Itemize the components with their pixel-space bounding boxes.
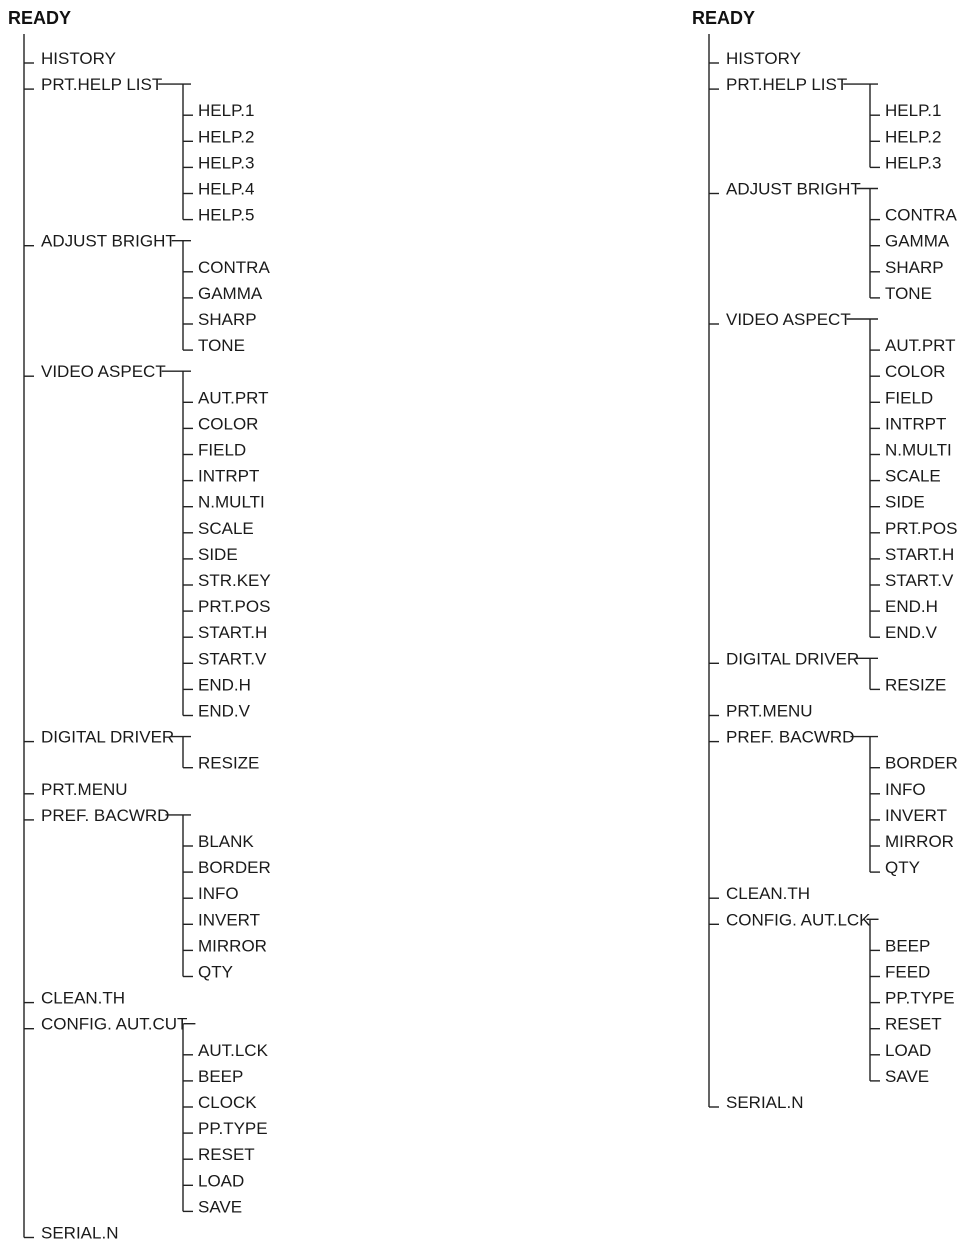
submenu-item-label: MIRROR xyxy=(198,936,267,956)
menu-item-label: DIGITAL DRIVER xyxy=(726,649,860,669)
submenu-item-label: START.V xyxy=(885,571,954,590)
submenu-item-label: RESET xyxy=(885,1014,942,1034)
submenu-item-label: COLOR xyxy=(885,362,946,382)
menu-item-label: PRT.MENU xyxy=(41,779,128,799)
submenu-item-label: LOAD xyxy=(198,1171,245,1191)
submenu-item-label: BLANK xyxy=(198,832,254,851)
submenu-item-label: HELP.1 xyxy=(198,101,255,121)
menu-item-label: HISTORY xyxy=(41,49,116,68)
submenu-item-label: N.MULTI xyxy=(198,492,265,512)
submenu-item-label: PRT.POS xyxy=(885,518,958,538)
submenu-item-label: SHARP xyxy=(885,257,944,277)
menu-item-label: PRT.MENU xyxy=(726,701,813,721)
menu-item-label: ADJUST BRIGHT xyxy=(726,179,861,199)
submenu-item-label: INFO xyxy=(198,884,239,904)
submenu-item-label: SIDE xyxy=(885,492,925,512)
submenu-item-label: SIDE xyxy=(198,544,238,564)
menu-item-label: ADJUST BRIGHT xyxy=(41,231,176,251)
submenu-item-label: SCALE xyxy=(885,466,941,486)
submenu-item-label: END.H xyxy=(885,597,938,617)
submenu-item-label: HELP.2 xyxy=(885,127,942,147)
submenu-item-label: BEEP xyxy=(198,1066,244,1086)
submenu-item-label: RESET xyxy=(198,1145,255,1165)
submenu-item-label: END.V xyxy=(885,623,937,643)
submenu-item-label: SHARP xyxy=(198,310,257,329)
menu-item-label: PRT.HELP LIST xyxy=(41,75,163,95)
submenu-item-label: AUT.LCK xyxy=(198,1040,268,1060)
submenu-item-label: HELP.5 xyxy=(198,205,255,225)
submenu-item-label: START.H xyxy=(198,623,268,643)
menu-tree-1 xyxy=(8,8,271,1243)
submenu-item-label: CONTRA xyxy=(885,205,957,225)
tree-root-label: READY xyxy=(8,8,72,28)
submenu-item-label: PP.TYPE xyxy=(198,1119,268,1139)
submenu-item-label: FIELD xyxy=(885,388,934,408)
menu-item-label: PREF. BACWRD xyxy=(41,805,170,825)
submenu-item-label: RESIZE xyxy=(885,675,947,695)
menu-item-label: PREF. BACWRD xyxy=(726,727,855,747)
submenu-item-label: BORDER xyxy=(885,753,958,773)
submenu-item-label: SCALE xyxy=(198,518,254,538)
submenu-item-label: QTY xyxy=(198,962,233,982)
menu-item-label: CONFIG. AUT.CUT xyxy=(41,1014,188,1034)
menu-item-label: PRT.HELP LIST xyxy=(726,75,848,95)
submenu-item-label: INFO xyxy=(885,779,926,799)
submenu-item-label: COLOR xyxy=(198,414,259,434)
submenu-item-label: HELP.3 xyxy=(198,153,255,173)
tree-root-label: READY xyxy=(692,8,756,28)
menu-item-label: SERIAL.N xyxy=(726,1093,804,1112)
submenu-item-label: GAMMA xyxy=(885,231,950,251)
menu-item-label: CLEAN.TH xyxy=(726,884,811,904)
menu-item-label: VIDEO ASPECT xyxy=(726,310,851,329)
menu-item-label: DIGITAL DRIVER xyxy=(41,727,175,747)
submenu-item-label: HELP.4 xyxy=(198,179,255,199)
submenu-item-label: BORDER xyxy=(198,858,271,878)
submenu-item-label: INTRPT xyxy=(198,466,260,486)
menu-item-label: CLEAN.TH xyxy=(41,988,126,1008)
submenu-item-label: CONTRA xyxy=(198,257,270,277)
menu-item-label: HISTORY xyxy=(726,49,801,68)
menu-item-label: CONFIG. AUT.LCK xyxy=(726,910,871,930)
submenu-item-label: MIRROR xyxy=(885,832,954,851)
submenu-item-label: QTY xyxy=(885,858,920,878)
submenu-item-label: N.MULTI xyxy=(885,440,952,460)
submenu-item-label: CLOCK xyxy=(198,1093,257,1112)
submenu-item-label: TONE xyxy=(885,283,932,303)
submenu-item-label: GAMMA xyxy=(198,283,263,303)
submenu-item-label: HELP.1 xyxy=(885,101,942,121)
menu-item-label: SERIAL.N xyxy=(41,1223,119,1243)
submenu-item-label: FEED xyxy=(885,962,931,982)
submenu-item-label: SAVE xyxy=(885,1066,930,1086)
submenu-item-label: AUT.PRT xyxy=(885,336,956,356)
submenu-item-label: START.V xyxy=(198,649,267,669)
submenu-item-label: START.H xyxy=(885,544,955,564)
submenu-item-label: RESIZE xyxy=(198,753,260,773)
submenu-item-label: TONE xyxy=(198,336,245,356)
submenu-item-label: BEEP xyxy=(885,936,931,956)
submenu-item-label: INVERT xyxy=(885,805,948,825)
submenu-item-label: STR.KEY xyxy=(198,571,271,590)
menu-item-label: VIDEO ASPECT xyxy=(41,362,166,382)
submenu-item-label: SAVE xyxy=(198,1197,243,1217)
submenu-item-label: AUT.PRT xyxy=(198,388,269,408)
menu-tree-2 xyxy=(692,8,958,1112)
submenu-item-label: HELP.2 xyxy=(198,127,255,147)
submenu-item-label: PP.TYPE xyxy=(885,988,955,1008)
submenu-item-label: INVERT xyxy=(198,910,261,930)
submenu-item-label: END.H xyxy=(198,675,251,695)
submenu-item-label: PRT.POS xyxy=(198,597,271,617)
submenu-item-label: LOAD xyxy=(885,1040,932,1060)
submenu-item-label: FIELD xyxy=(198,440,247,460)
submenu-item-label: INTRPT xyxy=(885,414,947,434)
submenu-item-label: END.V xyxy=(198,701,250,721)
submenu-item-label: HELP.3 xyxy=(885,153,942,173)
